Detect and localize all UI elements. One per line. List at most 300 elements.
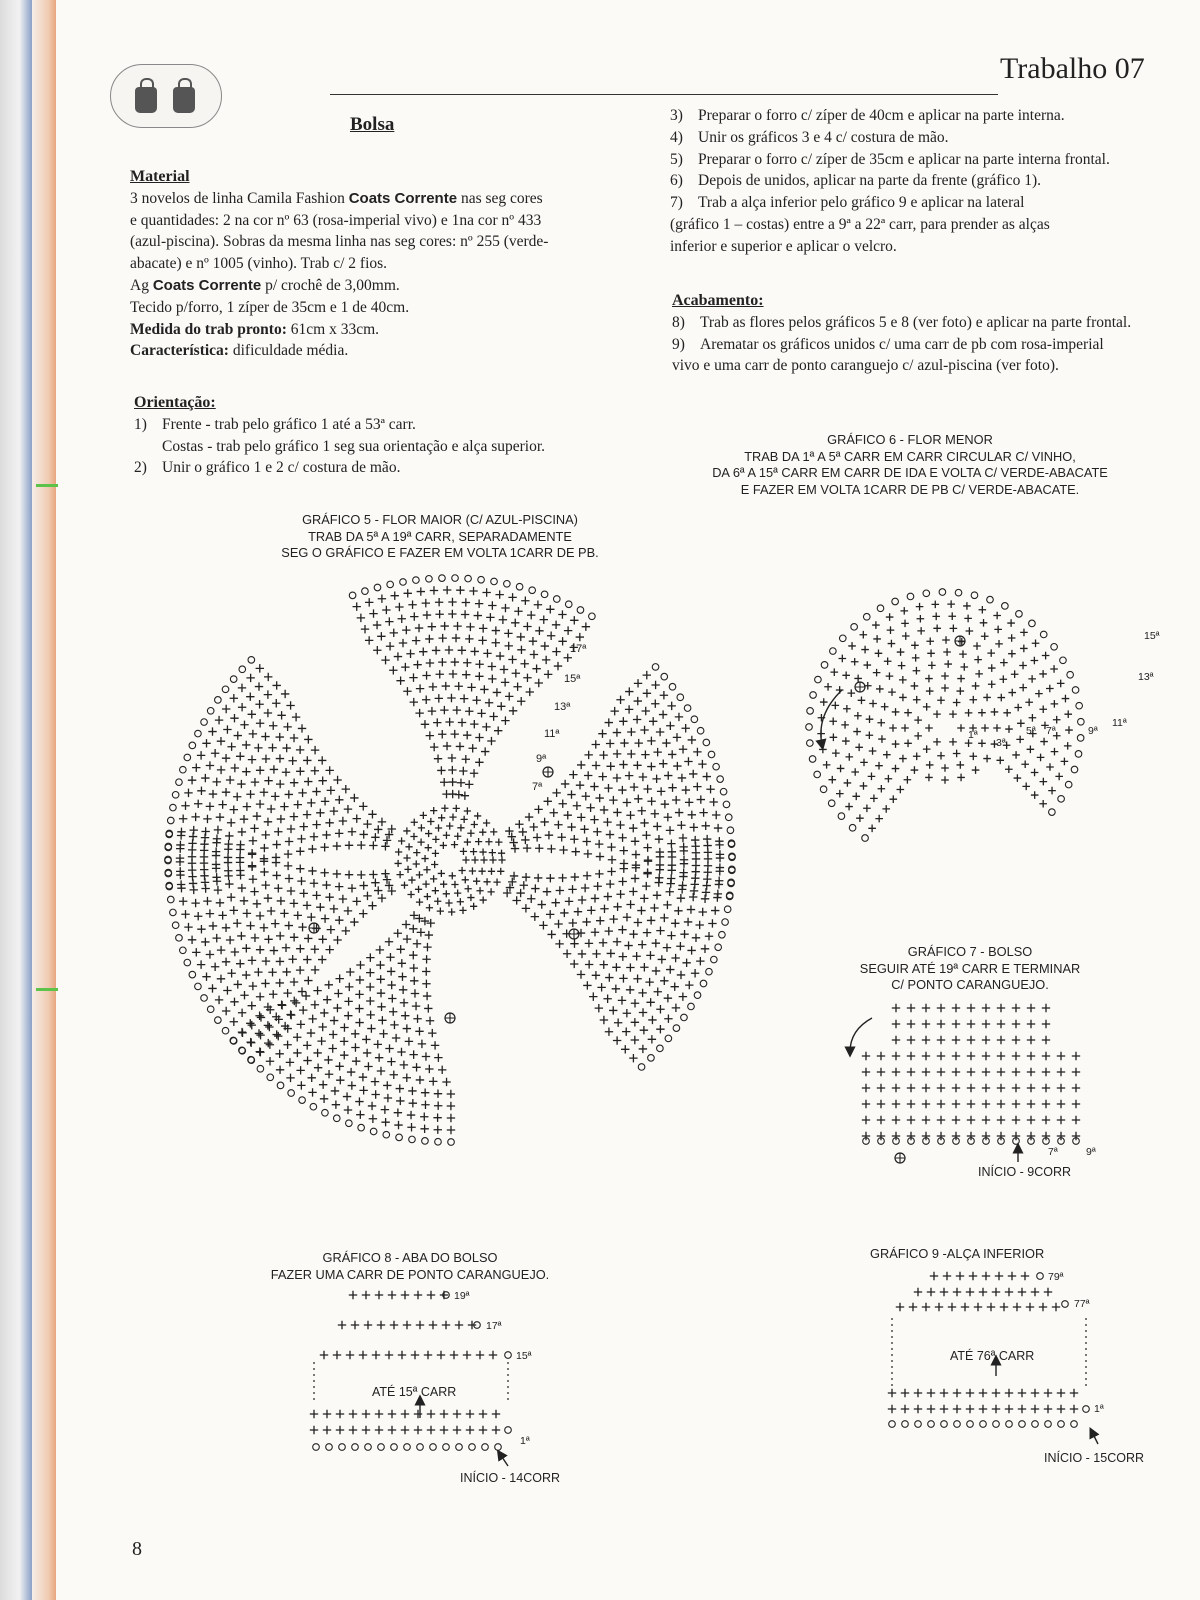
chain-mark (322, 1109, 329, 1116)
single-crochet-mark (604, 892, 612, 900)
chain-mark (529, 587, 536, 594)
single-crochet-mark (346, 968, 354, 976)
single-crochet-mark (355, 1004, 363, 1012)
chain-mark (1076, 702, 1083, 709)
single-crochet-mark (369, 841, 377, 849)
acabamento-item: vivo e uma carr de ponto caranguejo c/ azul-piscina (ver foto). (672, 357, 1059, 375)
single-crochet-mark (496, 652, 504, 660)
single-crochet-mark (716, 854, 724, 862)
single-crochet-mark (300, 889, 308, 897)
single-crochet-mark (608, 856, 616, 864)
single-crochet-mark (401, 882, 408, 889)
single-crochet-mark (888, 640, 896, 648)
single-crochet-mark (269, 722, 277, 730)
single-crochet-mark (461, 816, 468, 823)
single-crochet-mark (937, 1116, 945, 1124)
single-crochet-mark (416, 871, 423, 878)
single-crochet-mark (897, 786, 905, 794)
single-crochet-mark (862, 1068, 870, 1076)
single-crochet-mark (555, 940, 563, 948)
chain-mark (180, 766, 187, 773)
single-crochet-mark (1027, 1068, 1035, 1076)
single-crochet-mark (885, 775, 893, 783)
single-crochet-mark (456, 586, 464, 594)
single-crochet-mark (266, 1041, 274, 1049)
single-crochet-mark (359, 1086, 367, 1094)
single-crochet-mark (599, 751, 607, 759)
single-crochet-mark (872, 621, 880, 629)
single-crochet-mark (377, 1067, 385, 1075)
single-crochet-mark (666, 826, 674, 834)
single-crochet-mark (362, 1410, 370, 1418)
single-crochet-mark (564, 626, 572, 634)
single-crochet-mark (931, 601, 939, 609)
single-crochet-mark (271, 919, 279, 927)
single-crochet-mark (264, 673, 272, 681)
single-crochet-mark (619, 717, 627, 725)
single-crochet-mark (236, 959, 244, 967)
single-crochet-mark (928, 662, 936, 670)
single-crochet-mark (366, 968, 374, 976)
single-crochet-mark (517, 697, 525, 705)
chain-mark (176, 779, 183, 786)
single-crochet-mark (1028, 675, 1036, 683)
single-crochet-mark (922, 1100, 930, 1108)
single-crochet-mark (593, 882, 601, 890)
single-crochet-mark (254, 968, 262, 976)
chain-mark (669, 683, 676, 690)
chart5-flower-large (165, 575, 736, 1146)
single-crochet-mark (403, 1321, 411, 1329)
single-crochet-mark (373, 646, 381, 654)
single-crochet-mark (699, 808, 707, 816)
single-crochet-mark (248, 1021, 256, 1029)
single-crochet-mark (246, 674, 254, 682)
single-crochet-mark (966, 1405, 974, 1413)
single-crochet-mark (471, 647, 479, 655)
single-crochet-mark (344, 997, 352, 1005)
single-crochet-mark (1019, 662, 1027, 670)
single-crochet-mark (873, 635, 881, 643)
single-crochet-mark (409, 951, 417, 959)
chart6-row-label: 7ª (1046, 725, 1056, 737)
single-crochet-mark (276, 979, 284, 987)
single-crochet-mark (423, 611, 431, 619)
single-crochet-mark (901, 1389, 909, 1397)
single-crochet-mark (1055, 773, 1063, 781)
single-crochet-mark (595, 870, 603, 878)
single-crochet-mark (585, 960, 593, 968)
single-crochet-mark (520, 881, 528, 889)
single-crochet-mark (322, 881, 330, 889)
single-crochet-mark (941, 764, 949, 772)
single-crochet-mark (652, 967, 660, 975)
single-crochet-mark (558, 833, 566, 841)
single-crochet-mark (335, 882, 343, 890)
single-crochet-mark (375, 1426, 383, 1434)
single-crochet-mark (422, 671, 430, 679)
single-crochet-mark (715, 841, 723, 849)
single-crochet-mark (464, 807, 471, 814)
single-crochet-mark (479, 1410, 487, 1418)
single-crochet-mark (357, 614, 365, 622)
single-crochet-mark (467, 683, 475, 691)
single-crochet-mark (355, 1097, 363, 1105)
single-crochet-mark (387, 967, 395, 975)
single-crochet-mark (619, 760, 627, 768)
chain-mark (167, 817, 174, 824)
single-crochet-mark (311, 746, 319, 754)
single-crochet-mark (234, 731, 242, 739)
single-crochet-mark (236, 752, 244, 760)
single-crochet-mark (407, 891, 414, 898)
single-crochet-mark (922, 1084, 930, 1092)
single-crochet-mark (646, 998, 654, 1006)
single-crochet-mark (863, 661, 871, 669)
chain-mark (923, 590, 930, 597)
single-crochet-mark (261, 979, 269, 987)
single-crochet-mark (268, 968, 276, 976)
single-crochet-mark (431, 861, 438, 868)
single-crochet-mark (311, 966, 319, 974)
single-crochet-mark (357, 841, 365, 849)
single-crochet-mark (227, 819, 235, 827)
single-crochet-mark (414, 1410, 422, 1418)
single-crochet-mark (351, 1321, 359, 1329)
single-crochet-mark (398, 837, 405, 844)
single-crochet-mark (385, 1351, 393, 1359)
chain-mark (814, 771, 821, 778)
single-crochet-mark (362, 1291, 370, 1299)
single-crochet-mark (626, 900, 634, 908)
single-crochet-mark (348, 1081, 356, 1089)
single-crochet-mark (435, 598, 443, 606)
single-crochet-mark (283, 989, 291, 997)
single-crochet-mark (283, 1041, 291, 1049)
single-crochet-mark (952, 1068, 960, 1076)
single-crochet-mark (613, 938, 621, 946)
single-crochet-mark (656, 1025, 664, 1033)
acabamento-heading: Acabamento: (672, 292, 764, 309)
single-crochet-mark (251, 778, 259, 786)
single-crochet-mark (311, 767, 319, 775)
single-crochet-mark (860, 631, 868, 639)
single-crochet-mark (691, 842, 699, 850)
single-crochet-mark (666, 888, 674, 896)
direction-arrow (850, 1018, 872, 1052)
brand-name: Coats Corrente (152, 276, 262, 294)
single-crochet-mark (627, 728, 635, 736)
page-number: 8 (132, 1538, 142, 1560)
single-crochet-mark (953, 1405, 961, 1413)
single-crochet-mark (1048, 787, 1056, 795)
chain-mark (443, 1444, 450, 1451)
single-crochet-mark (532, 664, 540, 672)
single-crochet-mark (333, 1351, 341, 1359)
single-crochet-mark (1031, 1405, 1039, 1413)
single-crochet-mark (267, 805, 275, 813)
single-crochet-mark (697, 795, 705, 803)
single-crochet-mark (660, 914, 668, 922)
single-crochet-mark (847, 689, 855, 697)
chart8-until-label: ATÉ 15ª CARR (372, 1385, 457, 1399)
single-crochet-mark (438, 658, 446, 666)
single-crochet-mark (1021, 1272, 1029, 1280)
single-crochet-mark (979, 606, 987, 614)
single-crochet-mark (1050, 665, 1058, 673)
single-crochet-mark (533, 833, 541, 841)
single-crochet-mark (432, 850, 439, 857)
single-crochet-mark (190, 886, 198, 894)
single-crochet-mark (400, 1061, 408, 1069)
chain-mark (313, 1444, 320, 1451)
single-crochet-mark (952, 1020, 960, 1028)
single-crochet-mark (1046, 685, 1054, 693)
single-crochet-mark (923, 745, 931, 753)
single-crochet-mark (969, 696, 977, 704)
single-crochet-mark (586, 804, 594, 812)
chart8-start-label: INÍCIO - 14CORR (460, 1471, 561, 1485)
single-crochet-mark (701, 895, 709, 903)
single-crochet-mark (335, 1062, 343, 1070)
single-crochet-mark (316, 903, 324, 911)
single-crochet-mark (179, 897, 187, 905)
single-crochet-mark (414, 1426, 422, 1434)
single-crochet-mark (620, 864, 628, 872)
single-crochet-mark (672, 1004, 680, 1012)
single-crochet-mark (531, 884, 539, 892)
single-crochet-mark (349, 1410, 357, 1418)
single-crochet-mark (639, 773, 647, 781)
single-crochet-mark (212, 864, 220, 872)
single-crochet-mark (192, 763, 200, 771)
single-crochet-mark (248, 861, 256, 869)
single-crochet-mark (653, 891, 661, 899)
single-crochet-mark (422, 1052, 430, 1060)
single-crochet-mark (599, 939, 607, 947)
single-crochet-mark (620, 846, 628, 854)
single-crochet-mark (222, 788, 230, 796)
single-crochet-mark (236, 853, 244, 861)
single-crochet-mark (326, 766, 334, 774)
start-arrow (500, 1454, 508, 1466)
chain-mark (391, 1444, 398, 1451)
single-crochet-mark (303, 1041, 311, 1049)
single-crochet-mark (933, 738, 941, 746)
single-crochet-mark (1005, 1288, 1013, 1296)
single-crochet-mark (336, 1410, 344, 1418)
single-crochet-mark (320, 1095, 328, 1103)
chain-mark (688, 1003, 695, 1010)
single-crochet-mark (256, 719, 264, 727)
single-crochet-mark (403, 687, 411, 695)
single-crochet-mark (453, 805, 460, 812)
single-crochet-mark (371, 878, 379, 886)
single-crochet-mark (877, 1084, 885, 1092)
single-crochet-mark (914, 1389, 922, 1397)
single-crochet-mark (578, 896, 586, 904)
single-crochet-mark (429, 1321, 437, 1329)
single-crochet-mark (417, 839, 424, 846)
material-heading: Material (130, 168, 190, 185)
single-crochet-mark (418, 824, 425, 831)
chain-mark (807, 708, 814, 715)
single-crochet-mark (681, 724, 689, 732)
single-crochet-mark (892, 1068, 900, 1076)
chain-mark (495, 1444, 502, 1451)
single-crochet-mark (327, 925, 335, 933)
single-crochet-mark (649, 717, 657, 725)
single-crochet-mark (318, 935, 326, 943)
single-crochet-mark (310, 1410, 318, 1418)
single-crochet-mark (706, 785, 714, 793)
single-crochet-mark (952, 1052, 960, 1060)
single-crochet-mark (470, 720, 478, 728)
single-crochet-mark (424, 1004, 432, 1012)
single-crochet-mark (294, 800, 302, 808)
single-crochet-mark (238, 828, 246, 836)
single-crochet-mark (704, 868, 712, 876)
single-crochet-mark (451, 658, 459, 666)
chain-mark (565, 601, 572, 608)
single-crochet-mark (1065, 726, 1073, 734)
single-crochet-mark (284, 862, 292, 870)
single-crochet-mark (591, 894, 599, 902)
chart9-start-label: INÍCIO - 15CORR (1044, 1451, 1145, 1465)
single-crochet-mark (559, 846, 567, 854)
single-crochet-mark (434, 1102, 442, 1110)
single-crochet-mark (385, 617, 393, 625)
single-crochet-mark (466, 623, 474, 631)
single-crochet-mark (212, 838, 220, 846)
single-crochet-mark (222, 754, 230, 762)
single-crochet-mark (320, 843, 328, 851)
single-crochet-mark (327, 786, 335, 794)
chain-mark (1058, 1421, 1065, 1428)
single-crochet-mark (427, 1291, 435, 1299)
single-crochet-mark (387, 981, 395, 989)
single-crochet-mark (460, 848, 467, 855)
chain-mark (352, 1444, 359, 1451)
single-crochet-mark (271, 792, 279, 800)
single-crochet-mark (1027, 1084, 1035, 1092)
single-crochet-mark (399, 986, 407, 994)
single-crochet-mark (613, 728, 621, 736)
single-crochet-mark (455, 682, 463, 690)
single-crochet-mark (877, 719, 885, 727)
chain-mark (201, 719, 208, 726)
single-crochet-mark (342, 785, 350, 793)
single-crochet-mark (415, 886, 422, 893)
single-crochet-mark (246, 790, 254, 798)
single-crochet-mark (598, 729, 606, 737)
single-crochet-mark (398, 615, 406, 623)
single-crochet-mark (967, 1116, 975, 1124)
single-crochet-mark (351, 1043, 359, 1051)
chain-mark (967, 1421, 974, 1428)
single-crochet-mark (318, 1023, 326, 1031)
single-crochet-mark (699, 908, 707, 916)
single-crochet-mark (643, 785, 651, 793)
single-crochet-mark (463, 1351, 471, 1359)
single-crochet-mark (251, 934, 259, 942)
single-crochet-mark (312, 891, 320, 899)
single-crochet-mark (209, 790, 217, 798)
single-crochet-mark (377, 1321, 385, 1329)
single-crochet-mark (564, 811, 572, 819)
single-crochet-mark (522, 904, 530, 912)
single-crochet-mark (926, 637, 934, 645)
single-crochet-mark (1005, 765, 1013, 773)
single-crochet-mark (272, 1030, 280, 1038)
chain-mark (577, 607, 584, 614)
single-crochet-mark (922, 1116, 930, 1124)
single-crochet-mark (618, 925, 626, 933)
single-crochet-mark (369, 1115, 377, 1123)
single-crochet-mark (616, 696, 624, 704)
chain-mark (349, 592, 356, 599)
single-crochet-mark (448, 610, 456, 618)
single-crochet-mark (319, 1080, 327, 1088)
single-crochet-mark (249, 875, 257, 883)
single-crochet-mark (478, 636, 486, 644)
step-item: 3) Preparar o forro c/ zíper de 40cm e aplicar na parte interna. (670, 107, 1065, 124)
single-crochet-mark (959, 650, 967, 658)
single-crochet-mark (479, 829, 486, 836)
single-crochet-mark (926, 761, 934, 769)
single-crochet-mark (500, 665, 508, 673)
single-crochet-mark (223, 725, 231, 733)
single-crochet-mark (390, 1321, 398, 1329)
single-crochet-mark (618, 786, 626, 794)
single-crochet-mark (285, 921, 293, 929)
single-crochet-mark (626, 963, 634, 971)
single-crochet-mark (643, 689, 651, 697)
single-crochet-mark (324, 1056, 332, 1064)
single-crochet-mark (952, 1036, 960, 1044)
single-crochet-mark (907, 1004, 915, 1012)
single-crochet-mark (483, 878, 490, 885)
chain-mark (456, 1444, 463, 1451)
single-crochet-mark (565, 897, 573, 905)
chart5-row-label: 17ª (570, 643, 587, 655)
single-crochet-mark (531, 912, 539, 920)
single-crochet-mark (907, 1052, 915, 1060)
single-crochet-mark (365, 636, 373, 644)
single-crochet-mark (356, 961, 364, 969)
single-crochet-mark (394, 929, 402, 937)
single-crochet-mark (340, 1023, 348, 1031)
single-crochet-mark (224, 845, 232, 853)
single-crochet-mark (854, 675, 862, 683)
single-crochet-mark (563, 950, 571, 958)
single-crochet-mark (530, 650, 538, 658)
chain-mark (902, 1421, 909, 1428)
single-crochet-mark (381, 656, 389, 664)
single-crochet-mark (643, 671, 651, 679)
single-crochet-mark (540, 818, 548, 826)
chain-mark (993, 1421, 1000, 1428)
single-crochet-mark (492, 626, 500, 634)
chain-mark (248, 1057, 255, 1064)
single-crochet-mark (335, 796, 343, 804)
chain-mark (396, 1134, 403, 1141)
single-crochet-mark (961, 1303, 969, 1311)
single-crochet-mark (489, 849, 496, 856)
single-crochet-mark (214, 826, 222, 834)
single-crochet-mark (877, 1052, 885, 1060)
single-crochet-mark (927, 649, 935, 657)
